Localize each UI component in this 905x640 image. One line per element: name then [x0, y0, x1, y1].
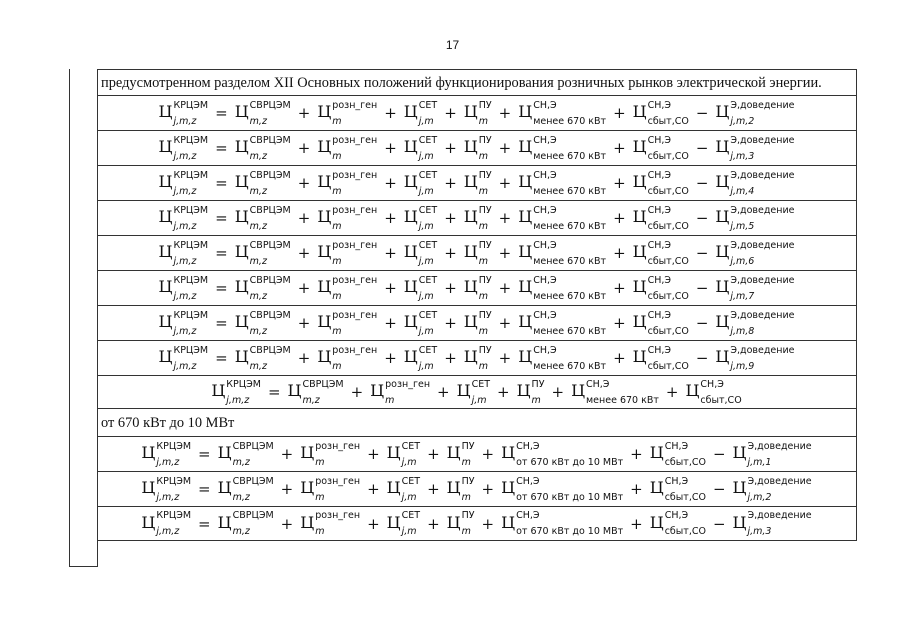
formula-term: Ц КРЦЭМ j,m,z — [158, 134, 209, 162]
formula-row: Ц КРЦЭМ j,m,z = Ц СВРЦЭМ m,z + Ц розн_ген m + Ц СЕТ j,m + Ц ПУ m + Ц СН,Э менее 670 кВт + Ц СН,Э сбыт,СО − Ц Э,доведение j,m,3 — [97, 130, 856, 165]
formula-term: Ц СВРЦЭМ m,z — [234, 204, 291, 232]
formula-term: Ц СН,Э от 670 кВт до 10 МВт — [501, 475, 624, 503]
formula-term: Ц розн_ген m — [317, 204, 378, 232]
formula-term: Ц ПУ m — [463, 99, 492, 127]
formula-term: Ц Э,доведение j,m,1 — [732, 440, 812, 468]
formula-term: Ц ПУ m — [446, 510, 475, 538]
formula-term: Ц КРЦЭМ j,m,z — [158, 344, 209, 372]
formula-term: Ц розн_ген m — [317, 239, 378, 267]
formula-term: Ц СЕТ j,m — [403, 274, 438, 302]
formula-term: Ц СВРЦЭМ m,z — [234, 239, 291, 267]
formula-term: Ц СН,Э сбыт,СО — [632, 134, 689, 162]
formula-row: Ц КРЦЭМ j,m,z = Ц СВРЦЭМ m,z + Ц розн_ген m + Ц СЕТ j,m + Ц ПУ m + Ц СН,Э менее 670 кВт + Ц СН,Э сбыт,СО − Ц Э,доведение j,m,8 — [97, 305, 856, 340]
formula-term: Ц розн_ген m — [317, 274, 378, 302]
formula-term: Ц СН,Э сбыт,СО — [632, 309, 689, 337]
formula-term: Ц Э,доведение j,m,6 — [715, 239, 795, 267]
formula-term: Ц СВРЦЭМ m,z — [234, 99, 291, 127]
formula-term: Ц СН,Э сбыт,СО — [649, 440, 706, 468]
formula-term: Ц СН,Э сбыт,СО — [632, 204, 689, 232]
formula-term: Ц КРЦЭМ j,m,z — [158, 169, 209, 197]
formula-term: Ц СН,Э сбыт,СО — [632, 274, 689, 302]
formula-term: Ц КРЦЭМ j,m,z — [141, 475, 192, 503]
formula-term: Ц Э,доведение j,m,2 — [715, 99, 795, 127]
formula-row: Ц КРЦЭМ j,m,z = Ц СВРЦЭМ m,z + Ц розн_ген m + Ц СЕТ j,m + Ц ПУ m + Ц СН,Э менее 670 кВт + Ц СН,Э сбыт,СО − Ц Э,доведение j,m,6 — [97, 235, 856, 270]
formula-row: Ц КРЦЭМ j,m,z = Ц СВРЦЭМ m,z + Ц розн_ген m + Ц СЕТ j,m + Ц ПУ m + Ц СН,Э от 670 кВт до 10 МВт + Ц СН,Э сбыт,СО − Ц Э,доведение j,m,3 — [97, 506, 856, 541]
formula-term: Ц Э,доведение j,m,4 — [715, 169, 795, 197]
formula-term: Ц СЕТ j,m — [403, 99, 438, 127]
section-heading: от 670 кВт до 10 МВт — [101, 415, 235, 431]
formula-term: Ц СЕТ j,m — [403, 239, 438, 267]
formula-term: Ц розн_ген m — [300, 440, 361, 468]
formula-term: Ц СВРЦЭМ m,z — [217, 475, 274, 503]
formula-term: Ц СВРЦЭМ m,z — [234, 169, 291, 197]
formula-term: Ц ПУ m — [463, 134, 492, 162]
formula-term: Ц ПУ m — [463, 239, 492, 267]
formula-term: Ц СН,Э от 670 кВт до 10 МВт — [501, 510, 624, 538]
formula-term: Ц СН,Э менее 670 кВт — [518, 134, 607, 162]
formula-term: Ц КРЦЭМ j,m,z — [158, 99, 209, 127]
formula-term: Ц СВРЦЭМ m,z — [234, 344, 291, 372]
formula-term: Ц СВРЦЭМ m,z — [234, 134, 291, 162]
formula-row: Ц КРЦЭМ j,m,z = Ц СВРЦЭМ m,z + Ц розн_ген m + Ц СЕТ j,m + Ц ПУ m + Ц СН,Э менее 670 кВт + Ц СН,Э сбыт,СО − Ц Э,доведение j,m,5 — [97, 200, 856, 235]
formula-term: Ц СЕТ j,m — [403, 134, 438, 162]
formula-term: Ц розн_ген m — [317, 99, 378, 127]
formula-row-base: Ц КРЦЭМ j,m,z = Ц СВРЦЭМ m,z + Ц розн_ген m + Ц СЕТ j,m + Ц ПУ m + Ц СН,Э менее 670 кВт + Ц СН,Э сбыт,СО — [97, 375, 856, 408]
formula-term: Ц ПУ m — [463, 169, 492, 197]
formula-term: Ц СЕТ j,m — [403, 344, 438, 372]
formula-term: Ц СВРЦЭМ m,z — [234, 274, 291, 302]
formula-term: Ц СЕТ j,m — [403, 204, 438, 232]
formula-term: Ц СН,Э менее 670 кВт — [518, 169, 607, 197]
formula-term: Ц СЕТ j,m — [386, 440, 421, 468]
formula-term: Ц Э,доведение j,m,2 — [732, 475, 812, 503]
formula-row: Ц КРЦЭМ j,m,z = Ц СВРЦЭМ m,z + Ц розн_ген m + Ц СЕТ j,m + Ц ПУ m + Ц СН,Э от 670 кВт до 10 МВт + Ц СН,Э сбыт,СО − Ц Э,доведение j,m,1 — [97, 436, 856, 471]
formula-term: Ц КРЦЭМ j,m,z — [141, 510, 192, 538]
formula-term: Ц КРЦЭМ j,m,z — [158, 204, 209, 232]
formula-row: Ц КРЦЭМ j,m,z = Ц СВРЦЭМ m,z + Ц розн_ген m + Ц СЕТ j,m + Ц ПУ m + Ц СН,Э менее 670 кВт + Ц СН,Э сбыт,СО − Ц Э,доведение j,m,7 — [97, 270, 856, 305]
formula-term: Ц Э,доведение j,m,3 — [715, 134, 795, 162]
formula-term: Ц ПУ m — [463, 309, 492, 337]
formula-term: Ц Э,доведение j,m,7 — [715, 274, 795, 302]
formula-term: Ц СН,Э сбыт,СО — [632, 344, 689, 372]
formula-term: Ц ПУ m — [446, 475, 475, 503]
formula-term: Ц розн_ген m — [317, 169, 378, 197]
formula-term: Ц Э,доведение j,m,5 — [715, 204, 795, 232]
formula-term: Ц СН,Э менее 670 кВт — [518, 239, 607, 267]
formula-term: Ц СН,Э сбыт,СО — [632, 239, 689, 267]
formula-row: Ц КРЦЭМ j,m,z = Ц СВРЦЭМ m,z + Ц розн_ген m + Ц СЕТ j,m + Ц ПУ m + Ц СН,Э менее 670 кВт + Ц СН,Э сбыт,СО − Ц Э,доведение j,m,2 — [97, 95, 856, 130]
formula-term: Ц СН,Э от 670 кВт до 10 МВт — [501, 440, 624, 468]
formula-term: Ц СН,Э менее 670 кВт — [518, 99, 607, 127]
formula-term: Ц розн_ген m — [317, 344, 378, 372]
formula-row: Ц КРЦЭМ j,m,z = Ц СВРЦЭМ m,z + Ц розн_ген m + Ц СЕТ j,m + Ц ПУ m + Ц СН,Э от 670 кВт до 10 МВт + Ц СН,Э сбыт,СО − Ц Э,доведение j,m,2 — [97, 471, 856, 506]
formula-term: Ц розн_ген m — [300, 510, 361, 538]
formula-term: Ц СН,Э сбыт,СО — [649, 510, 706, 538]
formula-term: Ц СН,Э менее 670 кВт — [518, 344, 607, 372]
formula-term: Ц СН,Э сбыт,СО — [632, 169, 689, 197]
formula-term: Ц розн_ген m — [317, 309, 378, 337]
formula-term: Ц СВРЦЭМ m,z — [217, 510, 274, 538]
formula-term: Ц ПУ m — [446, 440, 475, 468]
section-heading-row — [97, 408, 856, 436]
intro-text-row — [97, 69, 856, 95]
formula-term: Ц розн_ген m — [300, 475, 361, 503]
formula-term: Ц СЕТ j,m — [403, 309, 438, 337]
formula-term: Ц ПУ m — [463, 274, 492, 302]
formula-term: Ц СВРЦЭМ m,z — [234, 309, 291, 337]
formula-term: Ц ПУ m — [463, 204, 492, 232]
page-number: 17 — [445, 38, 460, 52]
formula-term: Ц розн_ген m — [317, 134, 378, 162]
formula-term: Ц СН,Э менее 670 кВт — [518, 274, 607, 302]
formula-term: Ц КРЦЭМ j,m,z — [158, 274, 209, 302]
table-left-column — [69, 69, 98, 567]
formula-term: Ц СЕТ j,m — [386, 475, 421, 503]
formula-term: Ц Э,доведение j,m,9 — [715, 344, 795, 372]
formula-term: Ц СЕТ j,m — [386, 510, 421, 538]
formula-term: Ц СЕТ j,m — [403, 169, 438, 197]
intro-text: предусмотренном разделом XII Основных положений функционирования розничных рынков электрической энергии. — [101, 75, 822, 91]
formula-term: Ц СВРЦЭМ m,z — [217, 440, 274, 468]
formula-term: Ц СН,Э менее 670 кВт — [518, 204, 607, 232]
formula-term: Ц КРЦЭМ j,m,z — [141, 440, 192, 468]
table-main-column — [97, 69, 857, 541]
formula-row: Ц КРЦЭМ j,m,z = Ц СВРЦЭМ m,z + Ц розн_ген m + Ц СЕТ j,m + Ц ПУ m + Ц СН,Э менее 670 кВт + Ц СН,Э сбыт,СО − Ц Э,доведение j,m,9 — [97, 340, 856, 375]
formula-term: Ц СН,Э менее 670 кВт — [518, 309, 607, 337]
formula-term: Ц СН,Э сбыт,СО — [632, 99, 689, 127]
formula-term: Ц КРЦЭМ j,m,z — [158, 309, 209, 337]
formula-row: Ц КРЦЭМ j,m,z = Ц СВРЦЭМ m,z + Ц розн_ген m + Ц СЕТ j,m + Ц ПУ m + Ц СН,Э менее 670 кВт + Ц СН,Э сбыт,СО − Ц Э,доведение j,m,4 — [97, 165, 856, 200]
formula-term: Ц Э,доведение j,m,3 — [732, 510, 812, 538]
formula-term: Ц СН,Э сбыт,СО — [649, 475, 706, 503]
formula-term: Ц ПУ m — [463, 344, 492, 372]
formula-term: Ц КРЦЭМ j,m,z — [158, 239, 209, 267]
formula-term: Ц Э,доведение j,m,8 — [715, 309, 795, 337]
